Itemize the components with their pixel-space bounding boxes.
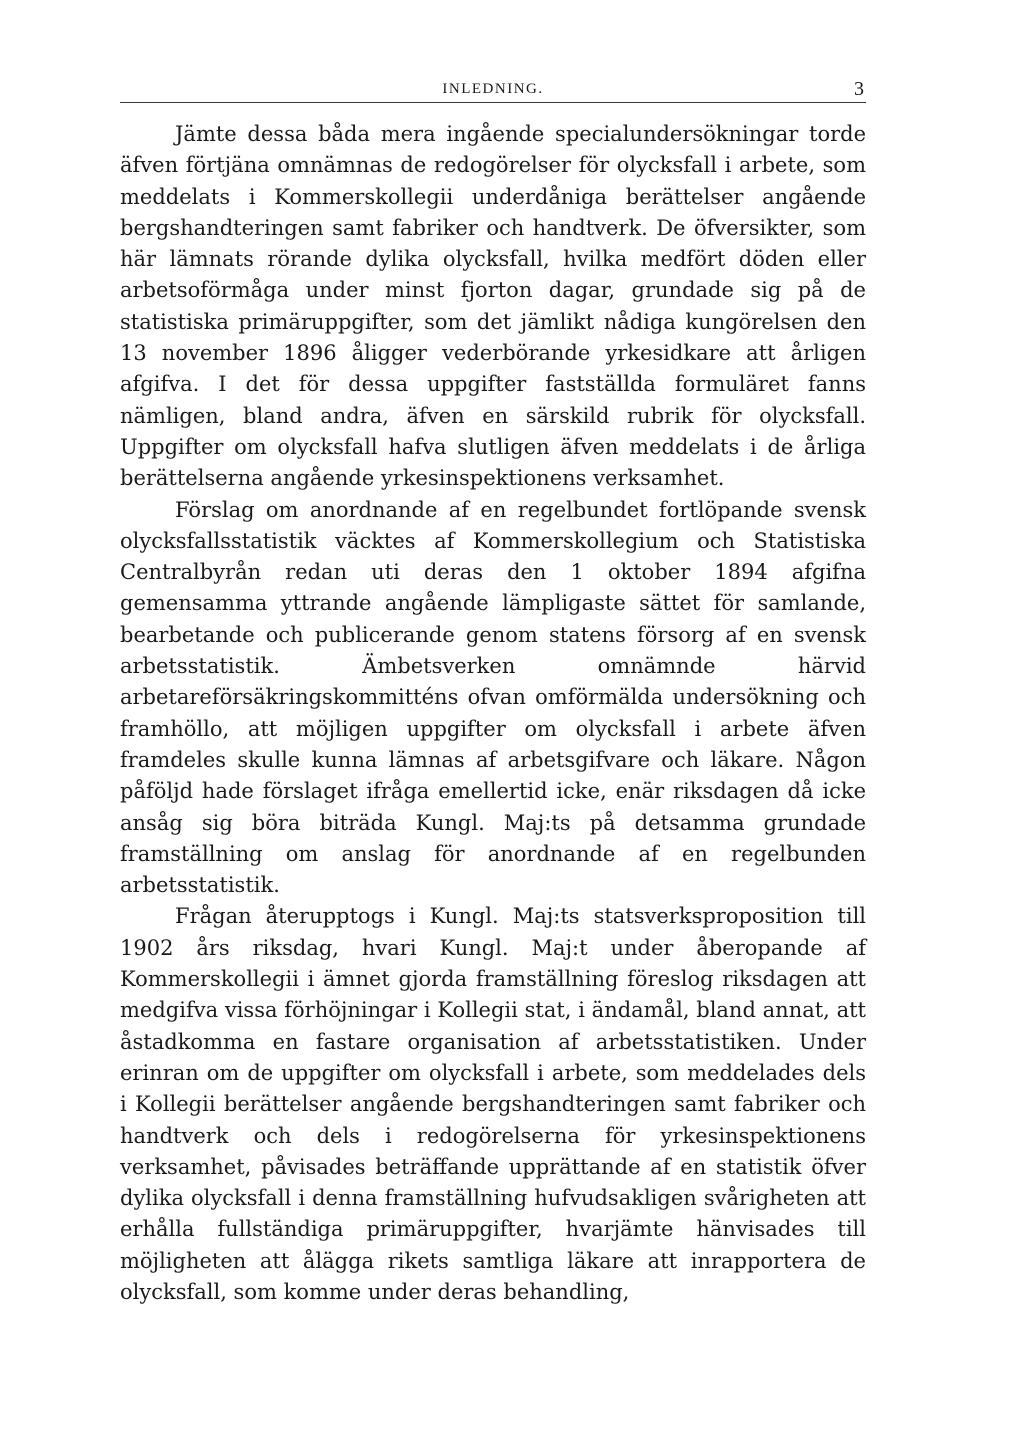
page-number: 3	[854, 78, 864, 100]
book-page	[120, 78, 866, 1308]
body-text	[120, 119, 866, 1308]
paragraph: Jämte dessa båda mera ingående specialundersökningar torde äfven förtjäna omnämnas de redogörelser för olycksfall i arbete, som meddelats i Kommerskollegii underdåniga berättelser angående bergshandteringen samt fabriker och handtverk. De öfversikter, som här lämnats rörande dylika olycksfall, hvilka medfört döden eller arbetsoförmåga under minst fjorton dagar, grundade sig på de statistiska primäruppgifter, som det jämlikt nådiga kungörelsen den 13 november 1896 åligger vederbörande yrkesidkare att årligen afgifva. I det för dessa uppgifter fastställda formuläret fanns nämligen, bland andra, äfven en särskild rubrik för olycksfall. Uppgifter om olycksfall hafva slutligen äfven meddelats i de årliga berättelserna angående yrkesinspektionens verksamhet.	[120, 122, 866, 491]
paragraph: Frågan återupptogs i Kungl. Maj:ts statsverksproposition till 1902 års riksdag, hvari Kungl. Maj:t under åberopande af Kommerskollegii i ämnet gjorda framställning föreslog riksdagen att medgifva vissa förhöjningar i Kollegii stat, i ändamål, bland annat, att åstadkomma en fastare organisation af arbetsstatistiken. Under erinran om de uppgifter om olycksfall i arbete, som meddelades dels i Kollegii berättelser angående bergshandteringen samt fabriker och handtverk och dels i redogörelserna för yrkesinspektionens verksamhet, påvisades beträffande upprättande af en statistik öfver dylika olycksfall i denna framställning hufvudsakligen svårigheten att erhålla fullständiga primäruppgifter, hvarjämte hänvisades till möjligheten att ålägga rikets samtliga läkare att inrapportera de olycksfall, som komme under deras behandling,	[120, 904, 866, 1304]
running-title: INLEDNING.	[442, 81, 544, 97]
running-header	[120, 78, 866, 100]
paragraph: Förslag om anordnande af en regelbundet fortlöpande svensk olycksfallsstatistik väcktes af Kommerskollegium och Statistiska Centralbyrån redan uti deras den 1 oktober 1894 afgifna gemensamma yttrande angående lämpligaste sättet för samlande, bearbetande och publicerande genom statens försorg af en svensk arbetsstatistik. Ämbetsverken omnämnde härvid arbetareförsäkringskommitténs ofvan omförmälda undersökning och framhöllo, att möjligen uppgifter om olycksfall i arbete äfven framdeles skulle kunna lämnas af arbetsgifvare och läkare. Någon påföljd hade förslaget ifråga emellertid icke, enär riksdagen då icke ansåg sig böra biträda Kungl. Maj:ts på detsamma grundade framställning om anslag för anordnande af en regelbunden arbetsstatistik.	[120, 497, 866, 898]
header-rule	[120, 102, 866, 103]
